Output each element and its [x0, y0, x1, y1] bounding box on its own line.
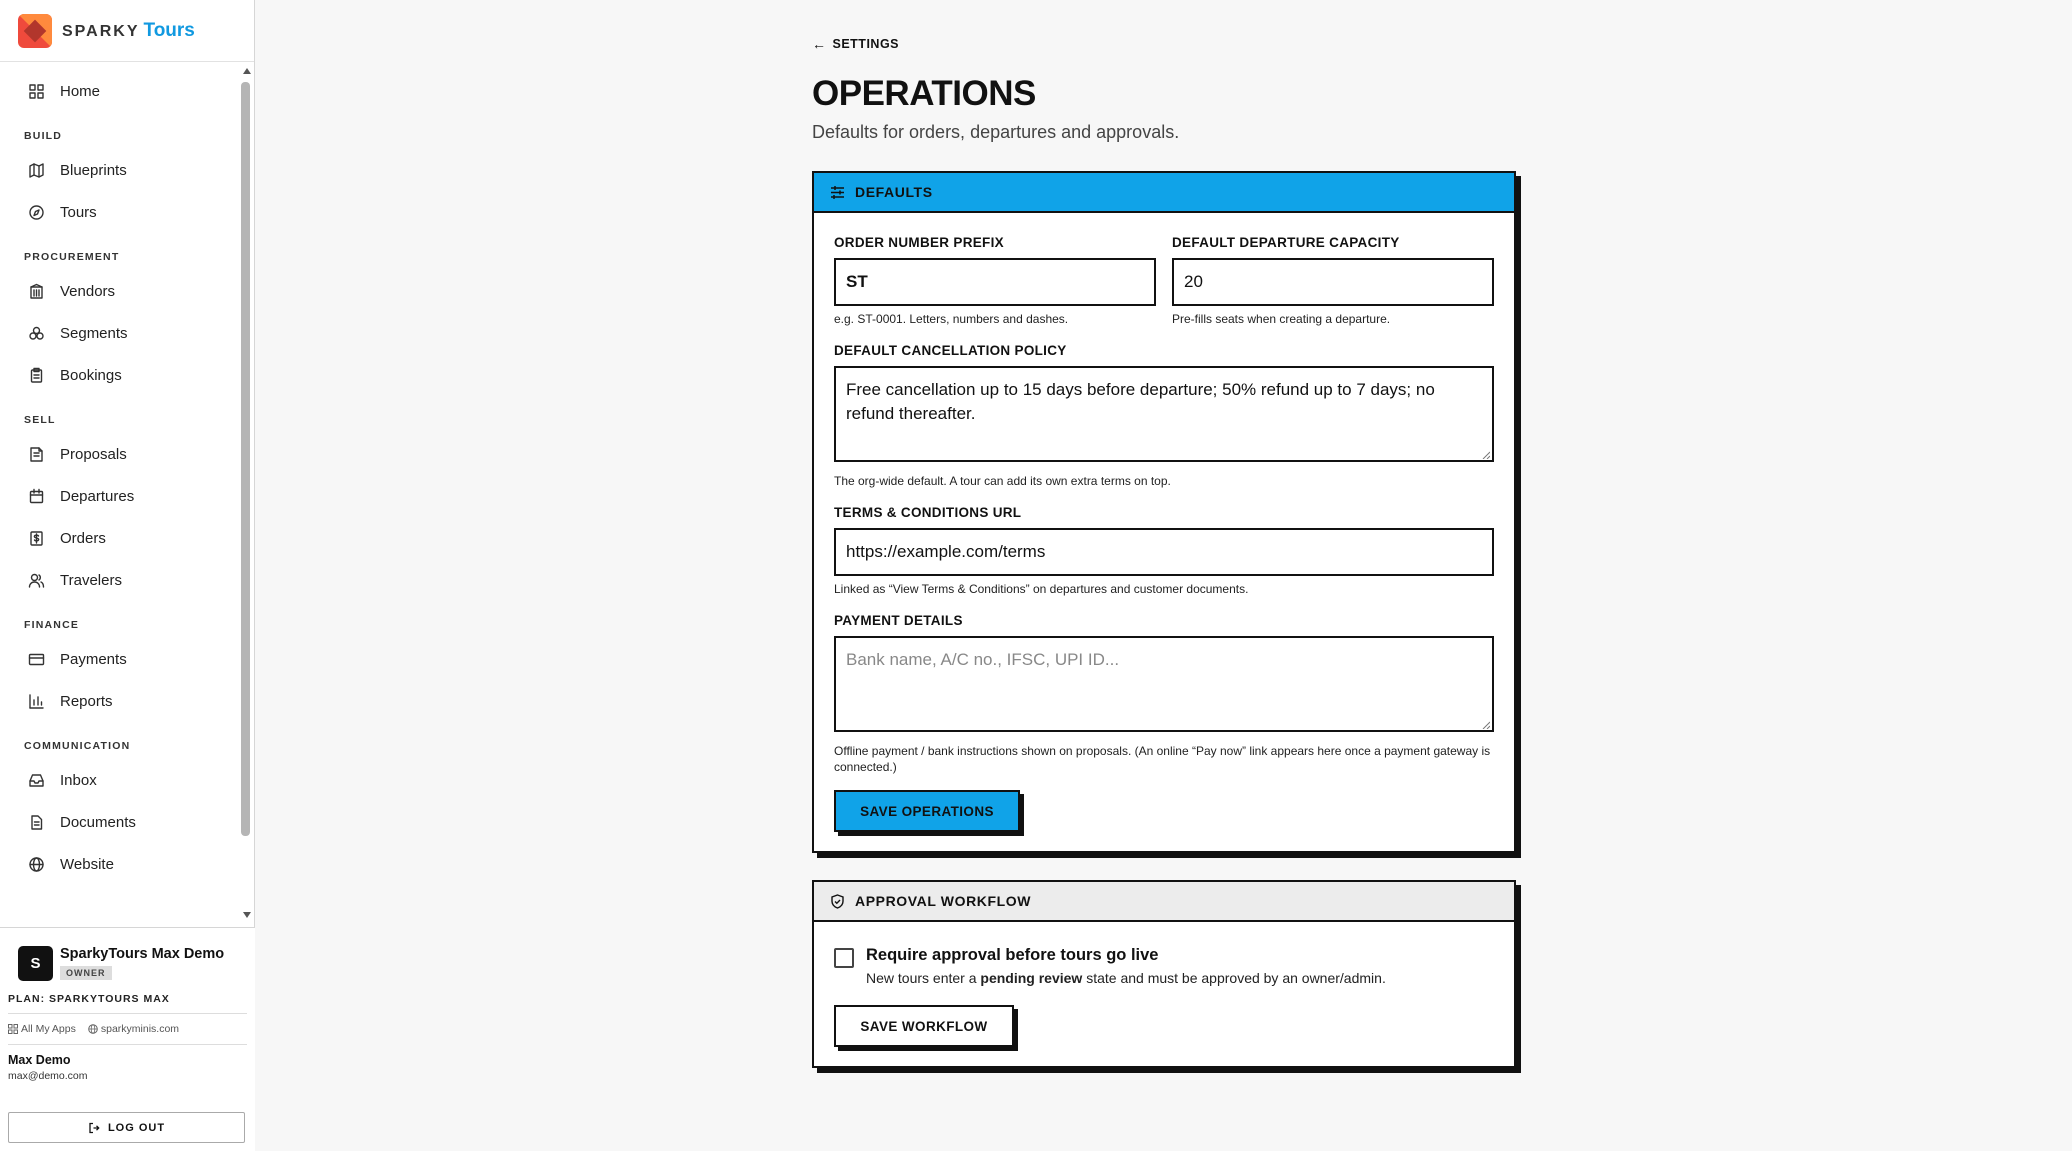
desc-before: New tours enter a [866, 970, 981, 986]
capacity-label: DEFAULT DEPARTURE CAPACITY [1172, 235, 1400, 250]
logout-label: LOG OUT [107, 1121, 166, 1134]
page-title: OPERATIONS [812, 74, 1036, 113]
account-links [8, 1013, 247, 1045]
role-badge: OWNER [60, 966, 112, 980]
order-prefix-hint: e.g. ST-0001. Letters, numbers and dashes. [834, 312, 1069, 326]
save-operations-button[interactable]: SAVE OPERATIONS [834, 790, 1020, 832]
org-name: SparkyTours Max Demo [60, 946, 225, 962]
defaults-card-title: DEFAULTS [855, 184, 933, 200]
page-subtitle: Defaults for orders, departures and approvals. [812, 122, 1180, 142]
resize-handle-icon[interactable] [1482, 721, 1490, 729]
order-prefix-label: ORDER NUMBER PREFIX [834, 235, 1004, 250]
logout-button[interactable] [8, 1112, 245, 1143]
nav-section-sell: SELL [24, 414, 56, 426]
site-link[interactable] [88, 1023, 179, 1035]
payment-details-label: PAYMENT DETAILS [834, 613, 963, 628]
grid-icon [8, 1024, 18, 1034]
sidebar-item-blueprints[interactable] [0, 149, 240, 191]
sidebar-scroll-thumb[interactable] [241, 82, 250, 836]
sidebar-item-documents[interactable] [0, 801, 240, 843]
inbox-icon [28, 772, 45, 789]
back-label: SETTINGS [832, 37, 900, 51]
cancellation-label: DEFAULT CANCELLATION POLICY [834, 343, 1067, 358]
sidebar-item-home[interactable] [0, 70, 240, 112]
sidebar [0, 0, 255, 1151]
map-icon [28, 162, 45, 179]
globe-icon [88, 1024, 98, 1034]
all-apps-label: All My Apps [21, 1023, 76, 1035]
capacity-hint: Pre-fills seats when creating a departure. [1172, 312, 1391, 326]
sparky-logo-icon [18, 14, 52, 48]
require-approval-checkbox[interactable] [834, 948, 854, 968]
sidebar-item-departures[interactable] [0, 475, 240, 517]
brand-name [62, 20, 195, 42]
bar-chart-icon [28, 693, 45, 710]
nav-section-procurement: PROCUREMENT [24, 251, 120, 263]
sidebar-item-label: Inbox [60, 771, 97, 789]
terms-url-input[interactable] [834, 528, 1494, 576]
sidebar-item-label: Blueprints [60, 161, 127, 179]
desc-after: state and must be approved by an owner/admin. [1082, 970, 1386, 986]
sidebar-item-website[interactable] [0, 843, 240, 885]
defaults-card-header [814, 173, 1514, 213]
require-approval-label[interactable]: Require approval before tours go live [866, 946, 1159, 964]
arrow-left-icon: ← [812, 36, 827, 52]
user-email: max@demo.com [8, 1070, 88, 1082]
sidebar-item-inbox[interactable] [0, 759, 240, 801]
brand-name-part1: SPARKY [62, 22, 140, 40]
grid-icon [28, 83, 45, 100]
approval-workflow-card [812, 880, 1516, 1068]
user-name: Max Demo [8, 1053, 71, 1067]
users-icon [28, 572, 45, 589]
defaults-card [812, 171, 1516, 853]
sidebar-item-reports[interactable] [0, 680, 240, 722]
building-icon [28, 283, 45, 300]
sliders-icon [830, 185, 845, 200]
sidebar-item-label: Payments [60, 650, 127, 668]
sidebar-item-label: Orders [60, 529, 106, 547]
sidebar-item-orders[interactable] [0, 517, 240, 559]
sidebar-item-label: Documents [60, 813, 136, 831]
scroll-up-icon[interactable] [243, 68, 251, 74]
sidebar-item-payments[interactable] [0, 638, 240, 680]
all-apps-link[interactable] [8, 1023, 76, 1035]
dollar-icon [28, 530, 45, 547]
sidebar-item-label: Departures [60, 487, 135, 505]
site-label: sparkyminis.com [100, 1023, 180, 1035]
brand-name-part2: Tours [143, 19, 195, 41]
sidebar-item-label: Vendors [60, 282, 116, 300]
capacity-input[interactable] [1172, 258, 1494, 306]
save-workflow-button[interactable]: SAVE WORKFLOW [834, 1005, 1014, 1047]
org-switcher[interactable] [0, 928, 255, 981]
cancellation-hint: The org-wide default. A tour can add its own extra terms on top. [834, 474, 1171, 488]
terms-url-hint: Linked as “View Terms & Conditions” on departures and customer documents. [834, 582, 1249, 596]
segments-icon [28, 325, 45, 342]
sidebar-item-proposals[interactable] [0, 433, 240, 475]
calendar-icon [28, 488, 45, 505]
payment-details-textarea[interactable] [834, 636, 1494, 732]
compass-icon [28, 204, 45, 221]
sidebar-item-label: Reports [60, 692, 113, 710]
sidebar-item-segments[interactable] [0, 312, 240, 354]
sidebar-item-label: Tours [60, 203, 97, 221]
sidebar-item-label: Proposals [60, 445, 127, 463]
desc-bold: pending review [980, 970, 1083, 986]
sidebar-item-vendors[interactable] [0, 270, 240, 312]
nav-section-finance: FINANCE [24, 619, 80, 631]
sidebar-item-bookings[interactable] [0, 354, 240, 396]
document-icon [28, 814, 45, 831]
resize-handle-icon[interactable] [1482, 451, 1490, 459]
card-icon [28, 651, 45, 668]
globe-icon [28, 856, 45, 873]
scroll-down-icon[interactable] [243, 912, 251, 918]
back-to-settings-link[interactable] [812, 36, 899, 52]
logout-icon [88, 1122, 100, 1134]
require-approval-description [866, 970, 1386, 986]
sidebar-item-tours[interactable] [0, 191, 240, 233]
org-avatar: S [18, 946, 53, 981]
shield-check-icon [830, 894, 845, 909]
proposal-icon [28, 446, 45, 463]
nav-section-communication: COMMUNICATION [24, 740, 131, 752]
clipboard-icon [28, 367, 45, 384]
terms-url-label: TERMS & CONDITIONS URL [834, 505, 1022, 520]
workflow-card-title: APPROVAL WORKFLOW [855, 893, 1032, 909]
nav-section-build: BUILD [24, 130, 63, 142]
sidebar-nav [0, 62, 240, 927]
account-panel [0, 927, 255, 1151]
workflow-card-header [814, 882, 1514, 922]
cancellation-textarea[interactable] [834, 366, 1494, 462]
sidebar-item-label: Bookings [60, 366, 122, 384]
sidebar-item-label: Home [60, 82, 101, 100]
payment-details-hint: Offline payment / bank instructions shown on proposals. (An online “Pay now” link appears here once a payment gateway is connected.) [834, 744, 1491, 774]
plan-label: PLAN: SPARKYTOURS MAX [8, 993, 170, 1005]
sidebar-item-travelers[interactable] [0, 559, 240, 601]
sidebar-item-label: Website [60, 855, 114, 873]
sidebar-item-label: Segments [60, 324, 128, 342]
order-prefix-input[interactable] [834, 258, 1156, 306]
sidebar-item-label: Travelers [60, 571, 122, 589]
brand[interactable] [0, 0, 254, 62]
